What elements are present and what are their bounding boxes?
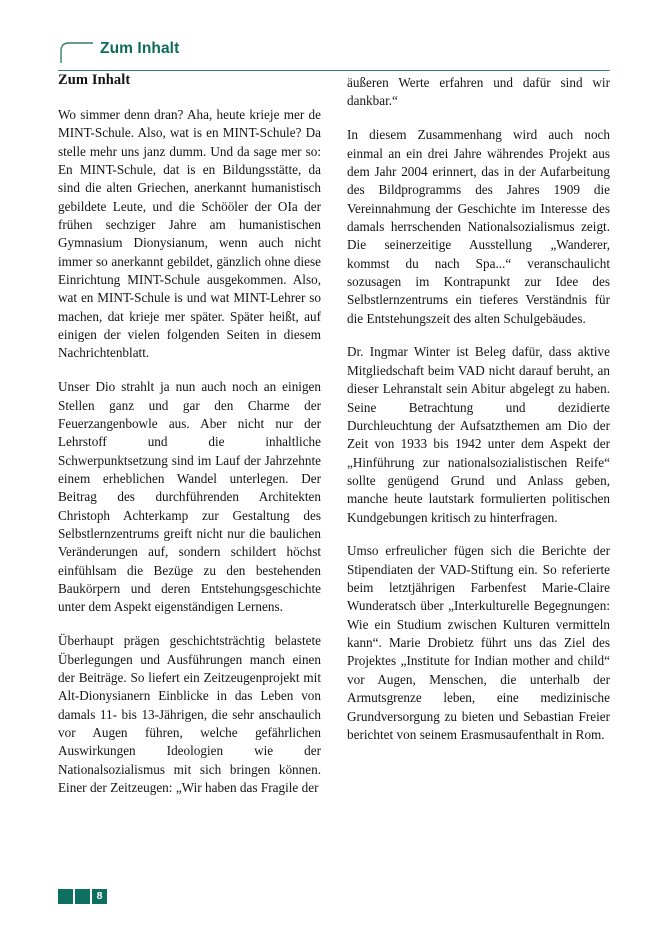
page-corner-bracket-icon [60, 42, 94, 64]
header-divider [58, 70, 610, 71]
footer-block-1 [58, 889, 73, 904]
paragraph: Wo simmer denn dran? Aha, heute krieje mer de MINT-Schule. Also, wat is en MINT-Schule? Da stelle mehr uns janz dumm. Und da sage mer so: En MINT-Schule, dat is en Bildungsstätte, da sind die alten Griechen, anerkannt humanistisch gebildete Leute, und die Schööler der OIa der frühen sechziger Jahre am humanistischen Gymnasium Dionysianum, wenn auch nicht immer so anerkannt gebildet, gänzlich ohne diese Einrichtung MINT-Schule ausgekommen. Also, wat en MINT-Schule is und wat MINT-Lehrer so machen, dat krieje mer später. Später heißt, auf einigen der vielen folgenden Seiten in diesem Nachrichtenblatt. [58, 107, 321, 361]
article-body [58, 74, 610, 874]
header-title: Zum Inhalt [100, 40, 180, 57]
paragraph: Dr. Ingmar Winter ist Beleg dafür, dass aktive Mitgliedschaft beim VAD nicht darauf beruht, an dieser Lehranstalt sein Abitur abgelegt zu haben. Seine Betrachtung und dezidierte Durchleuchtung der Aufsatzthemen am Dio der Zeit von 1933 bis 1942 unter dem Aspekt der „Hinführung zur nationalsozialistischen Reife“ sollte genügend Grund und Anlass geben, manche heute lautstark formulierten politischen Kundgebungen kritisch zu hinterfragen. [347, 344, 610, 525]
text-column-left [58, 74, 321, 813]
page-number: 8 [92, 889, 107, 904]
paragraph: Umso erfreulicher fügen sich die Berichte der Stipendiaten der VAD-Stiftung ein. So referierte beim letztjährigen Farbenfest Marie-Claire Wunderatsch über „Interkulturelle Begegnungen: Wie ein Studium zwischen Kulturen vermitteln kann“. Marie Drobietz führt uns das Ziel des Projektes „Institute for Indian mother and child“ vor Augen, Menschen, die unterhalb der Armutsgrenze leben, eine medizinische Grundversorgung zu bieten und Sebastian Freier berichtet von seinem Erasmusaufenthalt in Rom. [347, 543, 610, 742]
heading-spacer [58, 74, 321, 106]
paragraph: äußeren Werte erfahren und dafür sind wir dankbar.“ [347, 75, 610, 109]
paragraph: Unser Dio strahlt ja nun auch noch an einigen Stellen ganz und gar den Charme der Feuerzangenbowle aus. Aber nicht nur der Lehrstoff und die inhaltliche Schwerpunktsetzung sind im Lauf der Jahrzehnte einem erheblichen Wandel unterlegen. Der Beitrag des durchführenden Architekten Christoph Achterkamp zur Gestaltung des Selbstlernzentrums greift nicht nur die baulichen Veränderungen auf, sondern schildert höchst einfühlsam die Bezüge zu den bestehenden Baukörpern und deren Entstehungsgeschichte unter dem Aspekt eigenständigen Lernens. [58, 379, 321, 615]
footer-block-2 [75, 889, 90, 904]
page-footer [58, 888, 107, 904]
paragraph: In diesem Zusammenhang wird auch noch einmal an ein drei Jahre währendes Projekt aus dem Jahr 2004 erinnert, das in der Aufarbeitung des Bildprogramms des Jahres 1909 die Vereinnahmung der Geschichte im Interesse des damals herrschenden Nationalsozialismus zeigt. Die seinerzeitige Ausstellung „Wanderer, kommst du nach Spa...“ veranschaulicht sozusagen im Kontrapunkt zur Idee des Selbstlernzentrums ein tieferes Verständnis für die Entstehungszeit des alten Schulgebäudes. [347, 127, 610, 326]
text-column-right [347, 74, 610, 760]
running-header [58, 40, 610, 74]
section-heading: Zum Inhalt [58, 72, 131, 88]
paragraph: Überhaupt prägen geschichtsträchtig belastete Überlegungen und Ausführungen manch einen der Beiträge. So liefert ein Zeitzeugenprojekt mit Alt-Dionysianern Einblicke in das Leben von damals 11- bis 13-Jährigen, die sehr anschaulich vor Augen führen, welche gefährlichen Auswirkungen Ideologien wie der Nationalsozialismus mit sich bringen können. Einer der Zeitzeugen: „Wir haben das Fragile der [58, 633, 321, 796]
